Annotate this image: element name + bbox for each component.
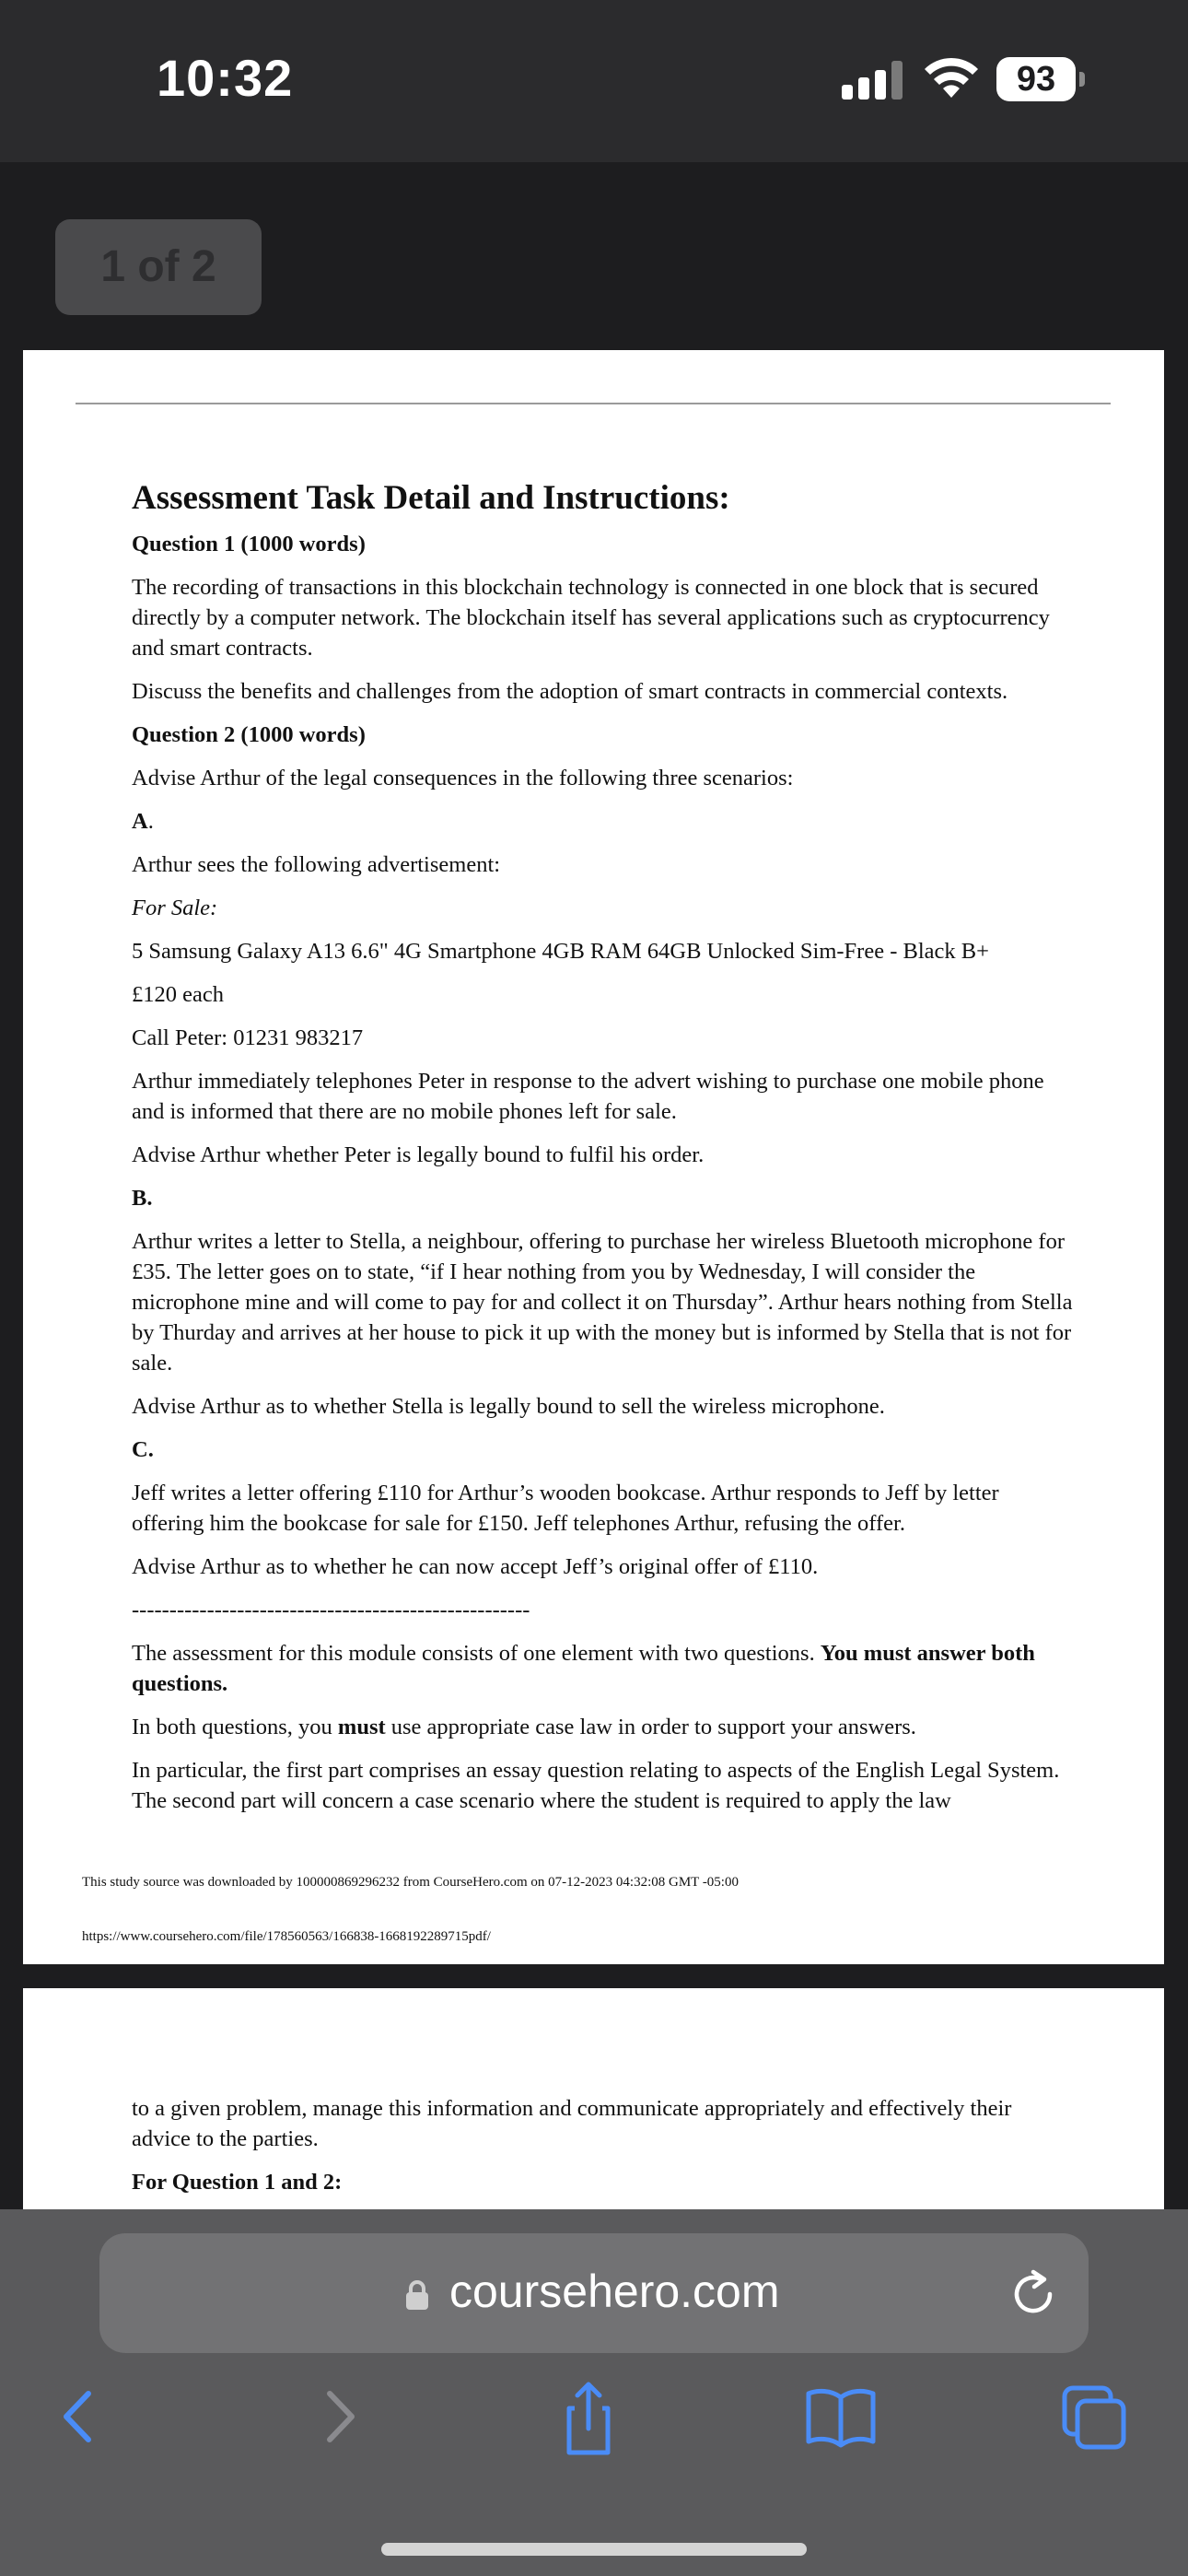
advert-heading: For Sale: — [132, 896, 218, 920]
battery-icon — [996, 57, 1083, 101]
advert-price: £120 each — [132, 982, 224, 1007]
address-text: coursehero.com — [449, 2266, 780, 2317]
scenario-c-facts: Jeff writes a letter offering £110 for Arthur’s wooden bookcase. Arthur responds to Jeff by letter offering him the bookcase for sale for £150. Jeff telephones Arthur, refusing the offer. — [132, 1481, 999, 1536]
scenario-c-label: C. — [132, 1437, 154, 1462]
scenario-a-text: Arthur sees the following advertisement: — [132, 852, 501, 877]
scenario-a-label: A. — [132, 809, 154, 834]
assessment-overview — [132, 1638, 1075, 1699]
case-law-requirement — [132, 1712, 1075, 1742]
header-rule — [76, 403, 1111, 404]
bookmarks-icon[interactable] — [799, 2375, 882, 2458]
advert-item: 5 Samsung Galaxy A13 6.6" 4G Smartphone 4GB RAM 64GB Unlocked Sim-Free - Black B+ — [132, 939, 989, 964]
status-bar — [0, 0, 1188, 162]
source-url: https://www.coursehero.com/file/178560563/166838-1668192289715pdf/ — [82, 1929, 491, 1944]
scenario-b-label: B. — [132, 1186, 153, 1211]
question-1-title: Question 1 (1000 words) — [132, 532, 366, 556]
scenario-c-question: Advise Arthur as to whether he can now accept Jeff’s original offer of £110. — [132, 1554, 819, 1579]
pdf-page-1 — [23, 350, 1164, 1964]
scenario-b-facts: Arthur writes a letter to Stella, a neighbour, offering to purchase her wireless Bluetooth microphone for £35. The letter goes on to state, “if I hear nothing from you by Wednesday, I will consider the microphone mine and will come to pay for and collect it on Thursday”. Arthur hears nothing from Stella by Thurday and arrives at her house to pick it up with the money but is informed by Stella that is not for sale. — [132, 1229, 1073, 1376]
scenario-a-letter: A — [132, 809, 148, 834]
pdf-page-2 — [23, 1988, 1164, 2209]
scenario-a-question: Advise Arthur whether Peter is legally bound to fulfil his order. — [132, 1142, 705, 1167]
question-1-task: Discuss the benefits and challenges from the adoption of smart contracts in commercial contexts. — [132, 679, 1008, 704]
case-law-emphasis: must — [337, 1715, 386, 1739]
question-1-and-2-heading: For Question 1 and 2: — [132, 2170, 343, 2195]
advert-contact: Call Peter: 01231 983217 — [132, 1025, 364, 1050]
address-bar[interactable] — [99, 2233, 1089, 2353]
share-icon[interactable] — [547, 2375, 630, 2458]
lock-icon — [403, 2279, 431, 2311]
page-indicator: 1 of 2 — [55, 219, 262, 315]
question-2-intro: Advise Arthur of the legal consequences in the following three scenarios: — [132, 766, 794, 790]
back-icon[interactable] — [39, 2375, 122, 2458]
document-body — [132, 477, 1075, 1829]
question-1-paragraph: The recording of transactions in this blockchain technology is connected in one block that is secured directly by a computer network. The blockchain itself has several applications such as cryptocurrency and smart contracts. — [132, 575, 1050, 661]
section-divider: ----------------------------------------------------- — [132, 1598, 530, 1622]
reload-icon[interactable] — [1006, 2266, 1061, 2322]
home-indicator — [381, 2543, 807, 2556]
question-2-title: Question 2 (1000 words) — [132, 722, 366, 747]
cellular-signal-icon — [842, 61, 903, 100]
document-body-page-2 — [132, 2093, 1075, 2209]
case-law-text-b: use appropriate case law in order to support your answers. — [385, 1715, 916, 1739]
scenario-a-facts: Arthur immediately telephones Peter in response to the advert wishing to purchase one mobile phone and is informed that there are no mobile phones left for sale. — [132, 1069, 1044, 1124]
case-law-text-a: In both questions, you — [132, 1715, 338, 1739]
clock: 10:32 — [157, 49, 294, 107]
wifi-icon — [923, 55, 980, 100]
assessment-detail-continued: to a given problem, manage this information and communicate appropriately and effectively their advice to the parties. — [132, 2096, 1012, 2151]
assessment-overview-emphasis: You must answer both questions. — [132, 1641, 1035, 1696]
forward-icon[interactable] — [297, 2375, 379, 2458]
tabs-icon[interactable] — [1054, 2375, 1136, 2458]
document-heading: Assessment Task Detail and Instructions: — [132, 479, 730, 517]
browser-toolbar — [0, 2209, 1188, 2576]
assessment-overview-text: The assessment for this module consists of one element with two questions. — [132, 1641, 821, 1666]
scenario-b-question: Advise Arthur as to whether Stella is legally bound to sell the wireless microphone. — [132, 1394, 885, 1419]
battery-level: 93 — [996, 57, 1076, 101]
download-notice: This study source was downloaded by 100000869296232 from CourseHero.com on 07-12-2023 04:32:08 GMT -05:00 — [82, 1875, 739, 1890]
assessment-detail: In particular, the first part comprises an essay question relating to aspects of the English Legal System. The second part will concern a case scenario where the student is required to apply the law — [132, 1758, 1060, 1813]
